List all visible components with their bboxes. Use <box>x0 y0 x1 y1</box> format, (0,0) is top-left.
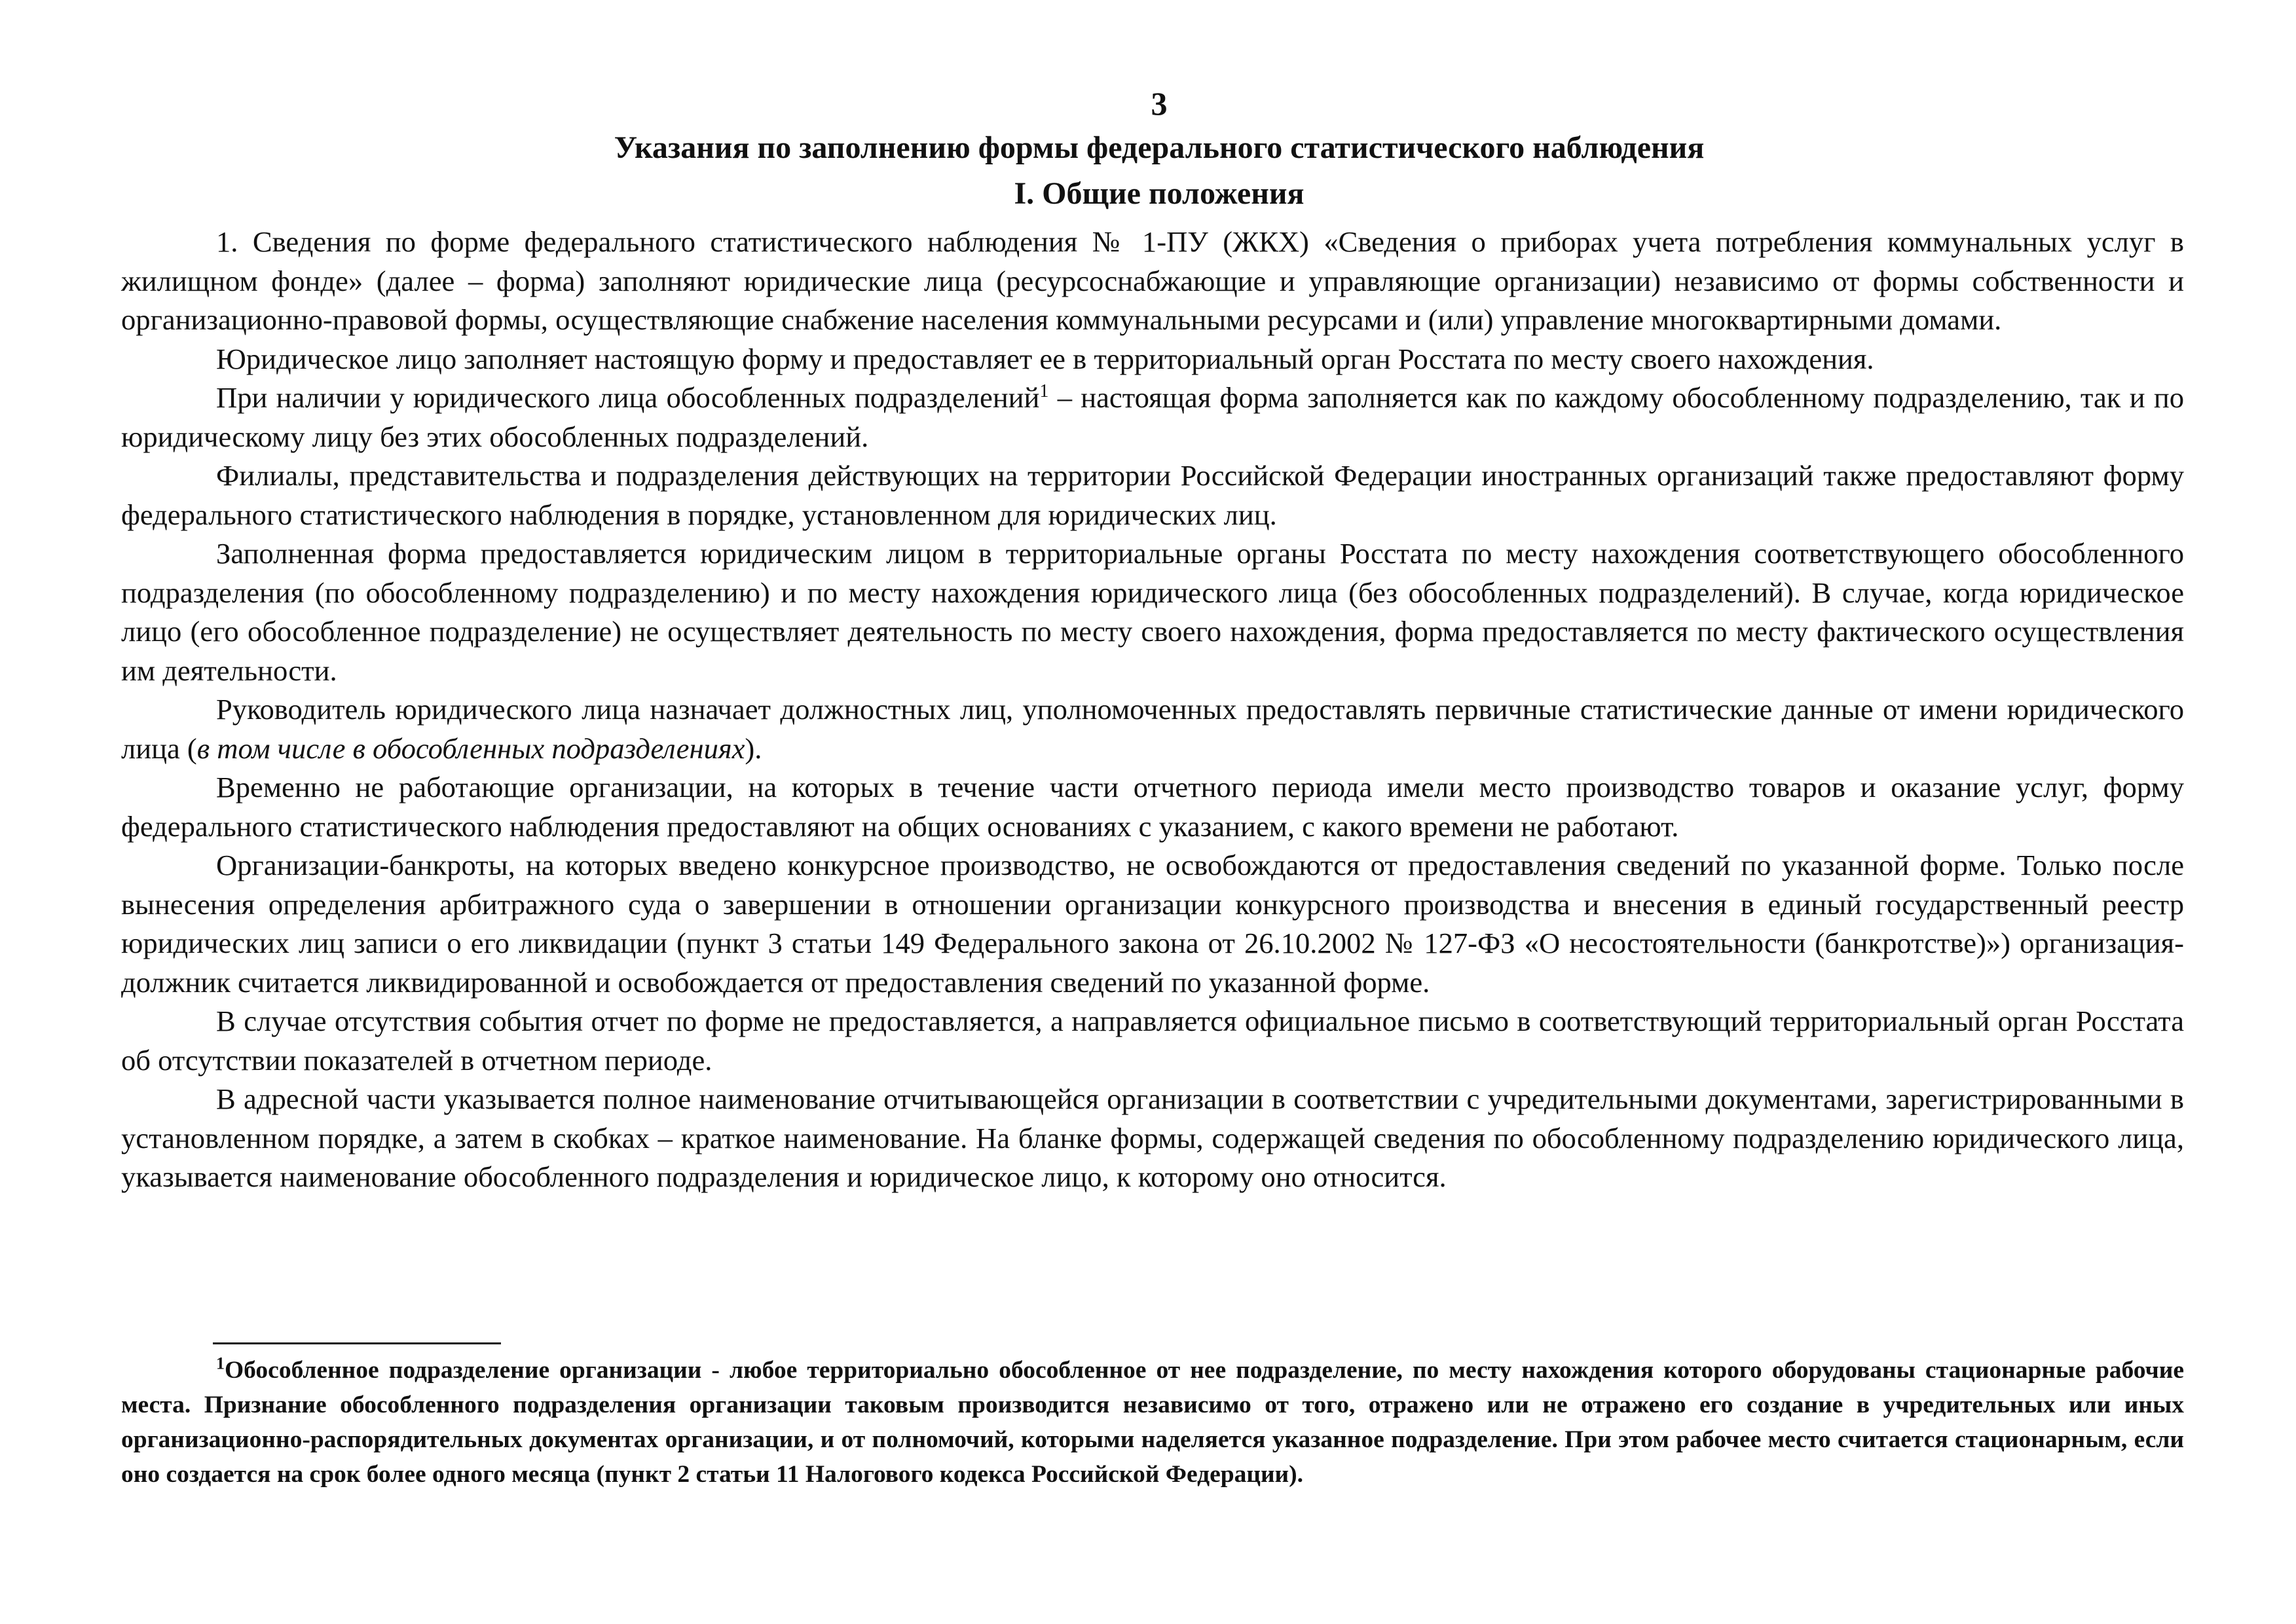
footnote <box>121 1353 2184 1492</box>
footnote-reference: 1 <box>1039 381 1049 402</box>
section-title: I. Общие положения <box>1014 176 1305 211</box>
paragraph-6-italic-text: в том числе в обособленных подразделениях <box>196 731 745 765</box>
paragraph-2: Юридическое лицо заполняет настоящую форму и предоставляет ее в территориальный орган Росстата по месту своего нахождения. <box>216 342 1874 375</box>
paragraph-3-text-start: При наличии у юридического лица обособленных подразделений <box>216 381 1040 414</box>
paragraph-9: В случае отсутствия события отчет по форме не предоставляется, а направляется официальное письмо в соответствующий территориальный орган Росстата об отсутствии показателей в отчетном периоде. <box>121 1005 2184 1077</box>
footnote-divider <box>213 1342 501 1344</box>
paragraph-8: Организации-банкроты, на которых введено конкурсное производство, не освобождаются от предоставления сведений по указанной форме. Только после вынесения определения арбитражного суда о завершении в отношении организации конкурсного производства и внесения в единый государственный реестр юридических лиц записи о его ликвидации (пункт 3 статьи 149 Федерального закона от 26.10.2002 № 127-ФЗ «О несостоятельности (банкротстве)») организация-должник считается ликвидированной и освобождается от предоставления сведений по указанной форме. <box>121 849 2184 999</box>
paragraph-4: Филиалы, представительства и подразделения действующих на территории Российской Федерации иностранных организаций также предоставляют форму федерального статистического наблюдения в порядке, установленном для юридических лиц. <box>121 459 2184 531</box>
paragraph-3-text-end: – настоящая форма заполняется как по каждому обособленному подразделению, так и по юридическому лицу без этих обособленных подразделений. <box>121 381 2184 453</box>
document-body <box>121 223 2184 1197</box>
paragraph-3 <box>121 378 2184 456</box>
paragraph-5: Заполненная форма предоставляется юридическим лицом в территориальные органы Росстата по месту нахождения соответствующего обособленного подразделения (по обособленному подразделению) и по месту нахождения юридического лица (без обособленных подразделений). В случае, когда юридическое лицо (его обособленное подразделение) не осуществляет деятельность по месту своего нахождения, форма предоставляется по месту фактического осуществления им деятельности. <box>121 537 2184 687</box>
paragraph-6 <box>121 690 2184 768</box>
page-number: 3 <box>1151 85 1168 122</box>
footnote-text: Обособленное подразделение организации - любое территориально обособленное от нее подразделение, по месту нахождения которого оборудованы стационарные рабочие места. Признание обособленного подразделения организации таковым производится независимо от того, отражено или не отражено его создание в учредительных или иных организационно-распорядительных документах организации, и от полномочий, которыми наделяется указанное подразделение. При этом рабочее место считается стационарным, если оно создается на срок более одного месяца (пункт 2 статьи 11 Налогового кодекса Российской Федерации). <box>121 1357 2184 1488</box>
footnote-paragraph <box>121 1353 2184 1492</box>
paragraph-6-text-start: Руководитель юридического лица назначает должностных лиц, уполномоченных предоставлять первичные статистические данные от имени юридического лица ( <box>121 693 2184 765</box>
paragraph-6-text-end: ). <box>745 731 762 765</box>
paragraph-7: Временно не работающие организации, на которых в течение части отчетного периода имели место производство товаров и оказание услуг, форму федерального статистического наблюдения предоставляют на общих основаниях с указанием, с какого времени не работают. <box>121 771 2184 843</box>
document-title: Указания по заполнению формы федерального статистического наблюдения <box>614 130 1705 165</box>
paragraph-1: 1. Сведения по форме федерального статистического наблюдения № 1-ПУ (ЖКХ) «Сведения о приборах учета потребления коммунальных услуг в жилищном фонде» (далее – форма) заполняют юридические лица (ресурсоснабжающие и управляющие организации) независимо от формы собственности и организационно-правовой формы, осуществляющие снабжение населения коммунальными ресурсами и (или) управление многоквартирными домами. <box>121 225 2184 336</box>
paragraph-10: В адресной части указывается полное наименование отчитывающейся организации в соответствии с учредительными документами, зарегистрированными в установленном порядке, а затем в скобках – краткое наименование. На бланке формы, содержащей сведения по обособленному подразделению юридического лица, указывается наименование обособленного подразделения и юридическое лицо, к которому оно относится. <box>121 1082 2184 1193</box>
footnote-marker: 1 <box>216 1354 225 1373</box>
